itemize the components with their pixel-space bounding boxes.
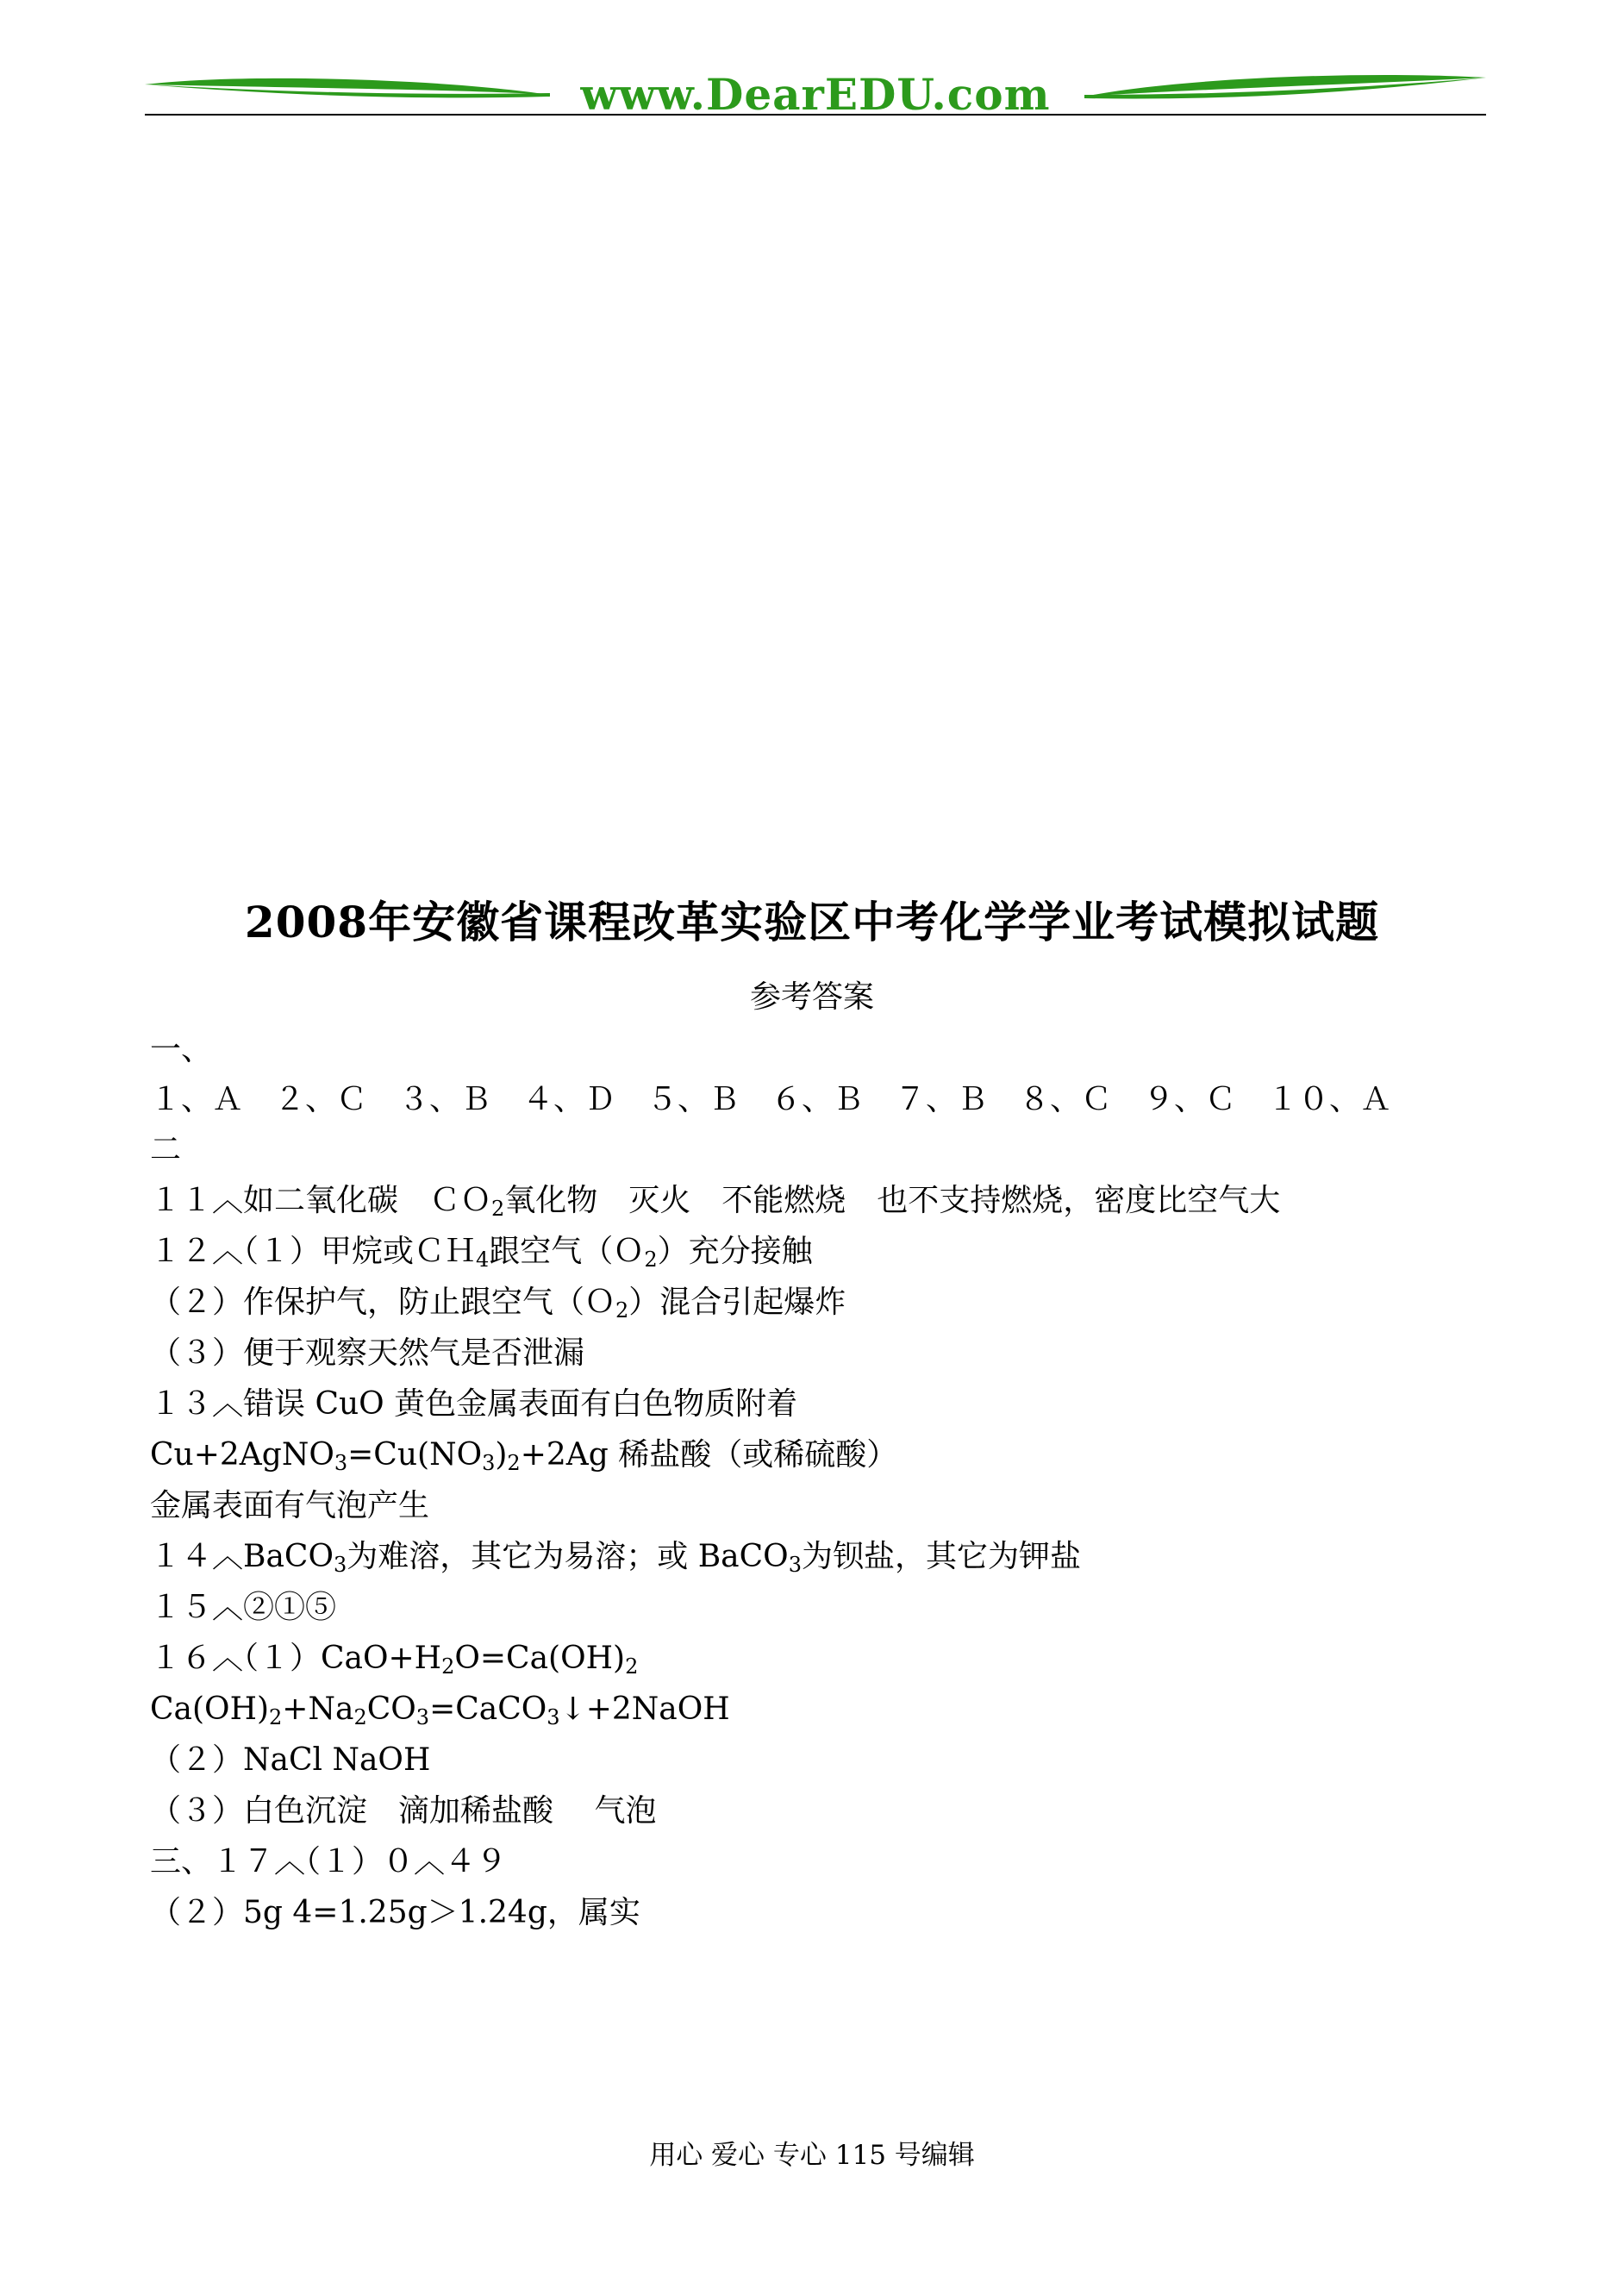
answer-line-12-3: （３）便于观察天然气是否泄漏: [150, 1335, 585, 1371]
answer-line-15: １５︿②①⑤: [150, 1590, 337, 1625]
answer-line-13-equation: $Cu+2AgNO_3=Cu(NO_3)_2+2Ag$ 稀盐酸（或稀硫酸）: [150, 1437, 898, 1475]
answer-line-13-observation: 金属表面有气泡产生: [150, 1488, 430, 1523]
answer-line-11: １１︿如二氧化碳 ＣＯ$_2$氧化物 灭火 不能燃烧 也不支持燃烧，密度比空气大: [150, 1183, 1281, 1221]
site-logo-text: www.DearEDU.com: [580, 69, 1051, 120]
answer-line-12-1: １２︿（１）甲烷或ＣＨ$_4$跟空气（Ｏ$_2$）充分接触: [150, 1234, 813, 1272]
answer-line-16-2: （２）NaCl NaOH: [150, 1742, 431, 1778]
answer-line-choices: １、Ａ ２、Ｃ ３、Ｂ ４、Ｄ ５、Ｂ ６、Ｂ ７、Ｂ ８、Ｃ ９、Ｃ １０、Ａ: [150, 1082, 1392, 1117]
answer-line-12-2: （２）作保护气，防止跟空气（Ｏ$_2$）混合引起爆炸: [150, 1285, 846, 1323]
answer-line-16-3: （３）白色沉淀 滴加稀盐酸 气泡: [150, 1793, 657, 1829]
answer-line-17-2: （２）5g 4=1.25g＞1.24g，属实: [150, 1895, 640, 1930]
answer-line-16-1: $16︿(1)CaO+H_2O=Ca(OH)_2$: [150, 1641, 639, 1679]
answer-line-17-1: 三、１７︿（１）０︿４９: [150, 1844, 508, 1879]
answer-line-16-equation: $Ca(OH)_2+Na_2CO_3=CaCO_3↓+2NaOH$: [150, 1692, 730, 1729]
section-two-heading: 二: [150, 1132, 182, 1167]
answer-line-13: １３︿错误 CuO 黄色金属表面有白色物质附着: [150, 1386, 798, 1422]
page-title: 2008年安徽省课程改革实验区中考化学学业考试模拟试题: [244, 897, 1380, 947]
section-one-heading: 一、: [150, 1032, 213, 1067]
page-subtitle: 参考答案: [749, 979, 874, 1015]
answer-line-14: １４︿BaCO$_3$为难溶，其它为易溶；或 BaCO$_3$为钡盐，其它为钾盐: [150, 1539, 1081, 1577]
site-header: [145, 67, 1486, 128]
page-footer: 用心 爱心 专心 115 号编辑: [649, 2140, 975, 2171]
